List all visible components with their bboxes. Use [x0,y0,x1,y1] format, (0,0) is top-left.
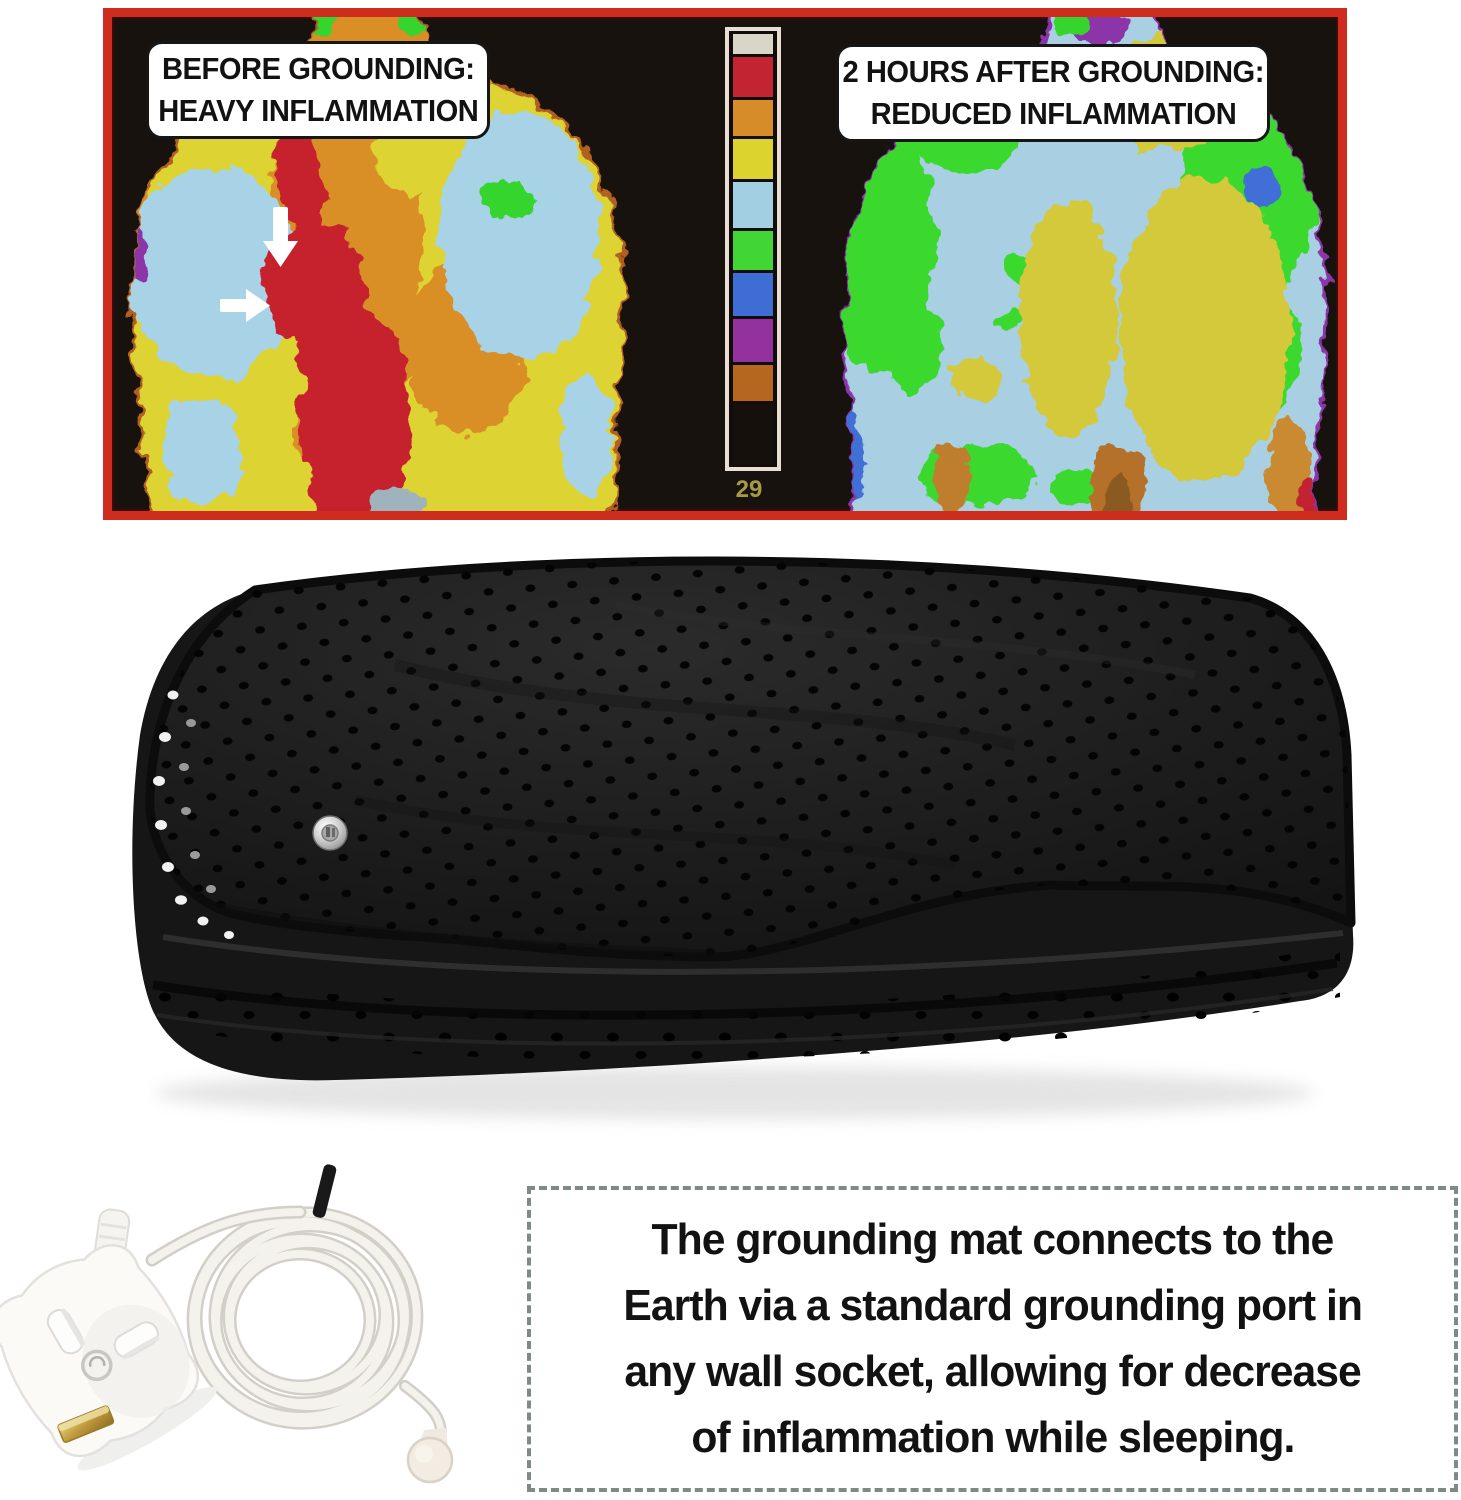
colorbar-segment [733,139,773,179]
info-text-line2: Earth via a standard grounding port in [623,1281,1362,1330]
after-label-line2: REDUCED INFLAMMATION [870,96,1236,131]
thermal-comparison-panel [103,8,1347,520]
cable-coil [179,1198,430,1437]
colorbar-scale [725,27,781,471]
after-grounding-label [836,44,1270,142]
colorbar-segment [733,319,773,362]
colorbar-segment [733,57,773,97]
info-text-line4: of inflammation while sleeping. [690,1413,1295,1462]
info-text-line1: The grounding mat connects to the [651,1215,1334,1264]
before-grounding-label [146,41,490,139]
colorbar-segment [733,404,773,464]
info-text-line3: any wall socket, allowing for decrease [624,1347,1361,1396]
colorbar-value: 29 [735,476,763,503]
info-box [527,1186,1458,1492]
colorbar-segment [733,273,773,316]
colorbar-segment [733,231,773,270]
after-label-line1: 2 HOURS AFTER GROUNDING: [842,54,1264,89]
colorbar-segment [733,365,773,400]
snap-stud [313,816,347,850]
colorbar-segment [733,100,773,135]
grounding-mat-image [95,545,1375,1195]
snap-connector [408,1428,452,1482]
before-label-line2: HEAVY INFLAMMATION [157,93,479,128]
temperature-colorbar [725,27,773,507]
colorbar-segment [733,182,773,229]
colorbar-segment [733,34,773,54]
before-label-line1: BEFORE GROUNDING: [161,51,475,86]
grounding-cord-image [0,1158,520,1500]
